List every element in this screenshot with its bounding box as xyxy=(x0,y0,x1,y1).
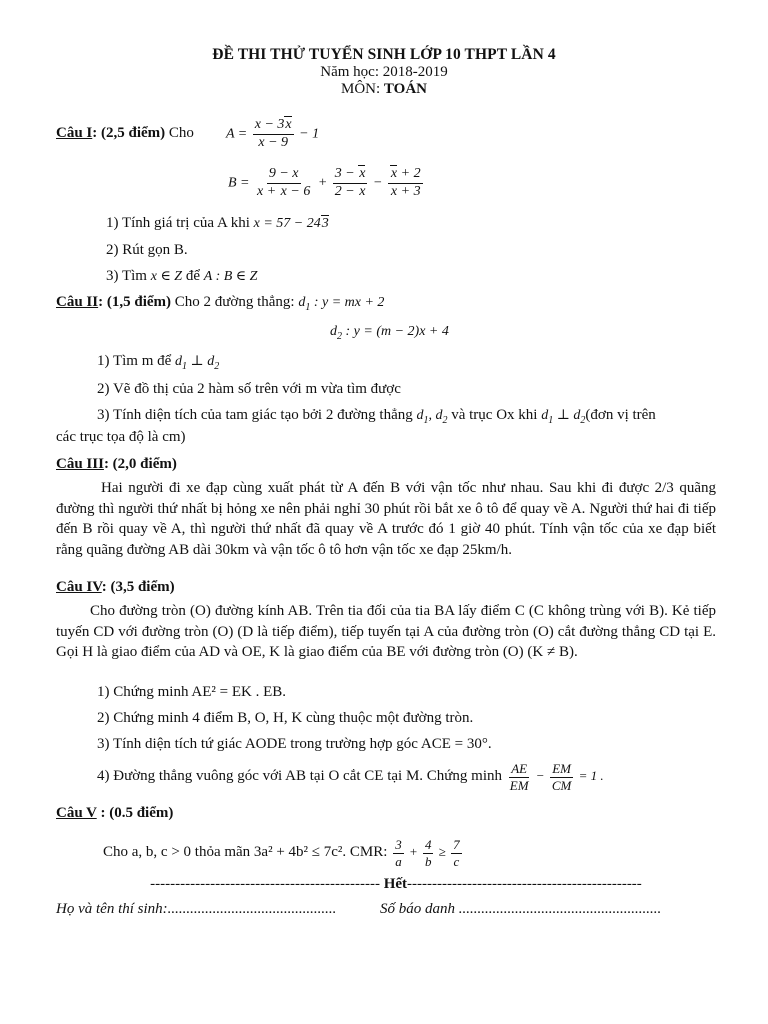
cau3-text: Hai người đi xe đạp cùng xuất phát từ A đến B với vận tốc như nhau. Sau khi đi được 2/3 quãng đường thì người thứ nhất bị hỏng xe nên phải nghỉ 30 phút rồi bắt xe ô tô để quay về A. Người thứ hai đi tiếp đến B rồi quay về A, thì người thứ nhất đã quay về A trước đó 1 giờ 40 phút. Tính vận tốc của xe đạp biết rằng quãng đường AB dài 30km và vận tốc ô tô hơn vận tốc xe đạp 25km/h. xyxy=(56,480,716,558)
cau2-heading xyxy=(56,294,384,313)
cau2-item1-text: 1) Tìm m để xyxy=(97,353,172,369)
cau1-item3: 3) Tìm x ∈ Z để A : B ∈ Z xyxy=(106,268,258,284)
cau1-item2: 2) Rút gọn B. xyxy=(106,242,188,258)
cau4-item1: 1) Chứng minh AE² = EK . EB. xyxy=(97,684,287,700)
cau1-item1-math: x = 57 − 243 xyxy=(253,216,329,231)
cau5-text: Cho a, b, c > 0 thỏa mãn 3a² + 4b² ≤ 7c². CMR: xyxy=(103,844,388,861)
cau2-item3-text-b: và trục Ox khi xyxy=(451,407,538,423)
end-marker xyxy=(118,876,674,893)
cau5-statement xyxy=(103,838,464,868)
subject-line xyxy=(0,81,768,98)
cau3-paragraph xyxy=(56,478,716,560)
cau1-label: Câu I xyxy=(56,125,93,141)
cau2-item3-math1: $d_1$, $d_2$ xyxy=(416,408,448,426)
cau4-item4 xyxy=(97,762,604,792)
cau4-item4-math: $\frac{AE}{EM}$ − $\frac{EM}{CM}$ = 1 . xyxy=(509,761,604,793)
cau4-paragraph xyxy=(56,601,716,663)
cau2-item2: 2) Vẽ đồ thị của 2 hàm số trên với m vừa tìm được xyxy=(97,381,401,397)
cau4-heading xyxy=(56,579,175,596)
end-dashes-right: ----------------------------------------------- xyxy=(407,876,642,892)
cau4-label: Câu IV xyxy=(56,579,102,595)
cau5-label: Câu V xyxy=(56,805,97,821)
formula-b: B = $\frac{9 - x}{x + x - 6}$ + $\frac{3 - x}{2 - x}$ − $\frac{x + 2}{x + 3}$ xyxy=(228,166,421,199)
formula-a: A = $\frac{x - 3x}{x - 9}$ − 1 xyxy=(226,117,320,150)
cau4-item4-text: 4) Đường thẳng vuông góc với AB tại O cắt CE tại M. Chứng minh xyxy=(97,768,503,785)
cau5-math: $\frac{3}{a}$ + $\frac{4}{b}$ ≥ $\frac{7}{c}$ xyxy=(395,837,460,869)
line-d2: $d_2$ : y = (m − 2)x + 4 xyxy=(330,324,449,342)
cau3-label: Câu III xyxy=(56,456,104,472)
cau4-points: : (3,5 điểm) xyxy=(101,579,175,595)
cau5-heading xyxy=(56,805,173,822)
candidate-name: Họ và tên thí sinh:............................................. xyxy=(56,901,337,917)
cau1-item1-text: 1) Tính giá trị của A khi xyxy=(106,215,250,231)
cau1-item3-text: 3) Tìm xyxy=(106,268,147,284)
cau1-item3-math: x ∈ Z xyxy=(150,269,183,284)
cau2-item1 xyxy=(97,353,219,372)
cau4-text: Cho đường tròn (O) đường kính AB. Trên tia đối của tia BA lấy điểm C (C không trùng với B). Kẻ tiếp tuyến CD với đường tròn (O) (D là tiếp điểm), tiếp tuyến tại A của đường tròn (O) cắt đường thẳng CD tại E. Gọi H là giao điểm của AD và OE, K là giao điểm của BE với đường tròn (O) (K ≠ B). xyxy=(56,603,716,660)
school-year: Năm học: 2018-2019 xyxy=(320,64,448,80)
cau2-item3-math2: $d_1$ ⊥ $d_2$ xyxy=(541,408,586,426)
exam-title: ĐỀ THI THỬ TUYỂN SINH LỚP 10 THPT LẦN 4 xyxy=(212,46,556,63)
end-dashes-left: ---------------------------------------------- xyxy=(150,876,380,892)
cau2-item3-cont: các trục tọa độ là cm) xyxy=(56,429,186,445)
cau1-heading xyxy=(56,125,194,142)
cau2-item3 xyxy=(97,407,656,426)
cau2-points: : (1,5 điểm) xyxy=(98,294,172,310)
cau1-item3-math2: A : B ∈ Z xyxy=(203,269,258,284)
candidate-number: Số báo danh ...................................................... xyxy=(380,901,662,917)
end-label: Hết xyxy=(383,876,408,892)
cau2-label: Câu II xyxy=(56,294,99,310)
cau1-item1 xyxy=(106,215,329,232)
cau4-item2: 2) Chứng minh 4 điểm B, O, H, K cùng thuộc một đường tròn. xyxy=(97,710,474,726)
cau5-points: : (0.5 điểm) xyxy=(96,805,174,821)
cau2-item3-text-c: (đơn vị trên xyxy=(585,407,656,423)
cau3-heading xyxy=(56,456,177,473)
cau1-intro: Cho xyxy=(165,125,194,141)
cau2-intro: Cho 2 đường thẳng: xyxy=(171,294,295,310)
line-d1: $d_1$ : y = mx + 2 xyxy=(298,295,385,313)
cau3-points: : (2,0 điểm) xyxy=(103,456,177,472)
subject-prefix: MÔN: xyxy=(341,81,384,97)
cau1-points: : (2,5 điểm) xyxy=(92,125,166,141)
cau4-item3: 3) Tính diện tích tứ giác AODE trong trường hợp góc ACE = 30°. xyxy=(97,736,492,752)
cau2-item1-math: $d_1$ ⊥ $d_2$ xyxy=(175,354,220,372)
cau2-item3-text-a: 3) Tính diện tích của tam giác tạo bởi 2 đường thẳng xyxy=(97,407,413,423)
subject-name: TOÁN xyxy=(383,81,427,97)
